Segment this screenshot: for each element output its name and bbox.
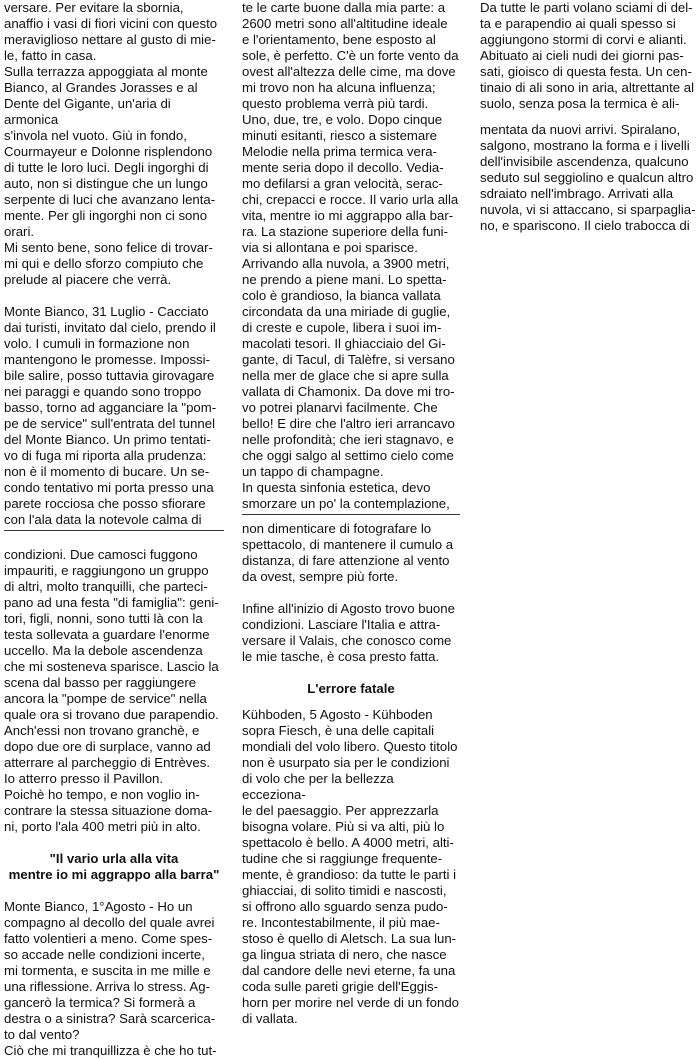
paragraph: Arrivando alla nuvola, a 3900 metri, ne prendo a piene mani. Lo spetta- colo è grandioso, la bianca vallata circondata da una miriade di guglie, di creste e cupole, libera i suoi im- macolati tesori. Il ghiacciaio del Gi- gante, di Tacul, di Talèfre, si versano nella mer de glace che si apre sulla vallata di Chamonix. Da dove mi tro- vo potrei planarvi facilmente. Che bello! E dire che l'altro ieri arrancavo nelle profondità; che ieri stagnavo, e che oggi salgo al settimo cielo come un tappo di champagne. xyxy=(242,256,455,479)
text-column-2 xyxy=(242,0,460,1027)
paragraph: Monte Bianco, 31 Luglio - Cacciato dai turisti, invitato dal cielo, prendo il volo. I cumuli in formazione non mantengono le promesse. Impossi- bile salire, posso tuttavia girovagare nei paraggi e quando sono troppo basso, torno ad agganciare la "pom- pe de service" sull'entrata del tunnel del Monte Bianco. Un primo tentati- vo di fuga mi riporta alla prudenza: non è il momento di bucare. Un se- condo tentativo mi porta presso una parete rocciosa che posso sfiorare con l'ala data la notevole calma di xyxy=(4,304,217,527)
paragraph: Kühboden, 5 Agosto - Kühboden sopra Fiesch, è una delle capitali mondiali del volo libero. Questo titolo non è usurpato sia per le condizioni di volo che per la bellezza ecceziona- le del paesaggio. Per apprezzarla bisogna volare. Più si va alti, più lo spettacolo è bello. A 4000 metri, alti- tudine che si raggiunge frequente- mente, è grandioso: da tutte le parti i ghiacciai, di solito timidi e nascosti, si offrono allo sguardo senza pudo- re. Incontestabilmente, il più mae- stoso è quello di Aletsch. La sua lun- ga lingua striata di nero, che nasce dal candore delle nevi eterne, fa una coda sulle pareti grigie dell'Eggis- horn per morire nel verde di un fondo di vallata. xyxy=(242,707,459,1026)
paragraph: Ciò che mi tranquillizza è che ho tut- xyxy=(4,1043,217,1058)
paragraph: non dimenticare di fotografare lo spettacolo, di mantenere il cumulo a distanza, di fare attenzione al vento da ovest, sempre più forte. xyxy=(242,521,454,584)
column-divider xyxy=(4,530,224,531)
paragraph: te le carte buone dalla mia parte: a 2600 metri sono all'altitudine ideale e l'orientamento, bene esposto al sole, è perfetto. C'è un forte vento da ovest all'altezza delle cime, ma dove mi trovo non ha alcuna influenza; questo problema verrà più tardi. xyxy=(242,0,459,111)
paragraph: Mi sento bene, sono felice di trovar- mi qui e dello sforzo compiuto che prelude al piacere che verrà. xyxy=(4,240,213,287)
paragraph: Infine all'inizio di Agosto trovo buone condizioni. Lasciare l'Italia e attra- versare il Valais, che conosco come le mie tasche, è cosa presto fatta. xyxy=(242,601,455,664)
paragraph: Uno, due, tre, e volo. Dopo cinque minuti esitanti, riesco a sistemare Melodie nella prima termica vera- mente seria dopo il decollo. Vedia- mo defilarsi a gran velocità, serac- chi, crepacci e rocce. Il vario urla alla vita, mentre io mi aggrappo alla bar- ra. La stazione superiore della funi- via si allontana e poi sparisce. xyxy=(242,112,459,255)
text-column-3 xyxy=(480,0,698,234)
paragraph: condizioni. Due camosci fuggono impauriti, e raggiungono un gruppo di altri, molto tranquilli, che parteci- pano ad una festa "di famiglia": geni- tori, figli, nonni, sono tutti là con la testa sollevata a guardare l'enorme uccello. Ma la debole ascendenza che mi sosteneva sparisce. Lascio la scena dal basso per raggiungere ancora la "pompe de service" nella quale ora si trovano due parapendio. Anch'essi non trovano granchè, e dopo due ore di surplace, vanno ad atterrare al parcheggio di Entrèves. Io atterro presso il Pavillon. xyxy=(4,547,219,786)
column-divider xyxy=(242,514,460,515)
text-column-1 xyxy=(4,0,224,1059)
paragraph: versare. Per evitare la sbornia, anaffio i vasi di fiori vicini con questo meraviglioso nettare al gusto di mie- le, fatto in casa. xyxy=(4,0,218,63)
section-heading: "Il vario urla alla vita mentre io mi aggrappo alla barra" xyxy=(8,851,220,882)
paragraph: In questa sinfonia estetica, devo smorzare un po' la contemplazione, xyxy=(242,480,450,511)
paragraph: mentata da nuovi arrivi. Spiralano, salgono, mostrano la forma e i livelli dell'invisibile ascendenza, qualcuno seduto sul seggiolino e qualcun altro sdraiato nell'imbrago. Arrivati alla nuvola, vi si attaccano, si sparpaglia- no, e spariscono. Il cielo trabocca di xyxy=(480,122,696,233)
paragraph: Monte Bianco, 1°Agosto - Ho un compagno al decollo del quale avrei fatto volentieri a meno. Come spes- so accade nelle condizioni incerte, mi tormenta, e suscita in me mille e una riflessione. Arriva lo stress. Ag- gancerò la termica? Si formerà a destra o a sinistra? Sarà scarcerica- to dal vento? xyxy=(4,899,216,1042)
paragraph: Poichè ho tempo, e non voglio in- contrare la stessa situazione doma- ni, porto l'ala 400 metri più in alto. xyxy=(4,787,213,834)
section-heading: L'errore fatale xyxy=(307,681,395,696)
paragraph: Sulla terrazza appoggiata al monte Bianco, al Grandes Jorasses e al Dente del Gigante, un'aria di armonica s'invola nel vuoto. Giù in fondo, Courmayeur e Dolonne risplendono di tutte le loro luci. Degli ingorghi di auto, non si distingue che un lungo serpente di luci che avanzano lenta- mente. Per gli ingorghi non ci sono orari. xyxy=(4,64,216,239)
paragraph: Da tutte le parti volano sciami di del- ta e parapendio ai quali spesso si aggiungono stormi di corvi e alianti. Abituato ai cieli nudi dei giorni pas- sati, gioisco di questa festa. Un cen- tinaio di ali sono in aria, altrettante al suolo, senza posa la termica è ali- xyxy=(480,0,695,111)
